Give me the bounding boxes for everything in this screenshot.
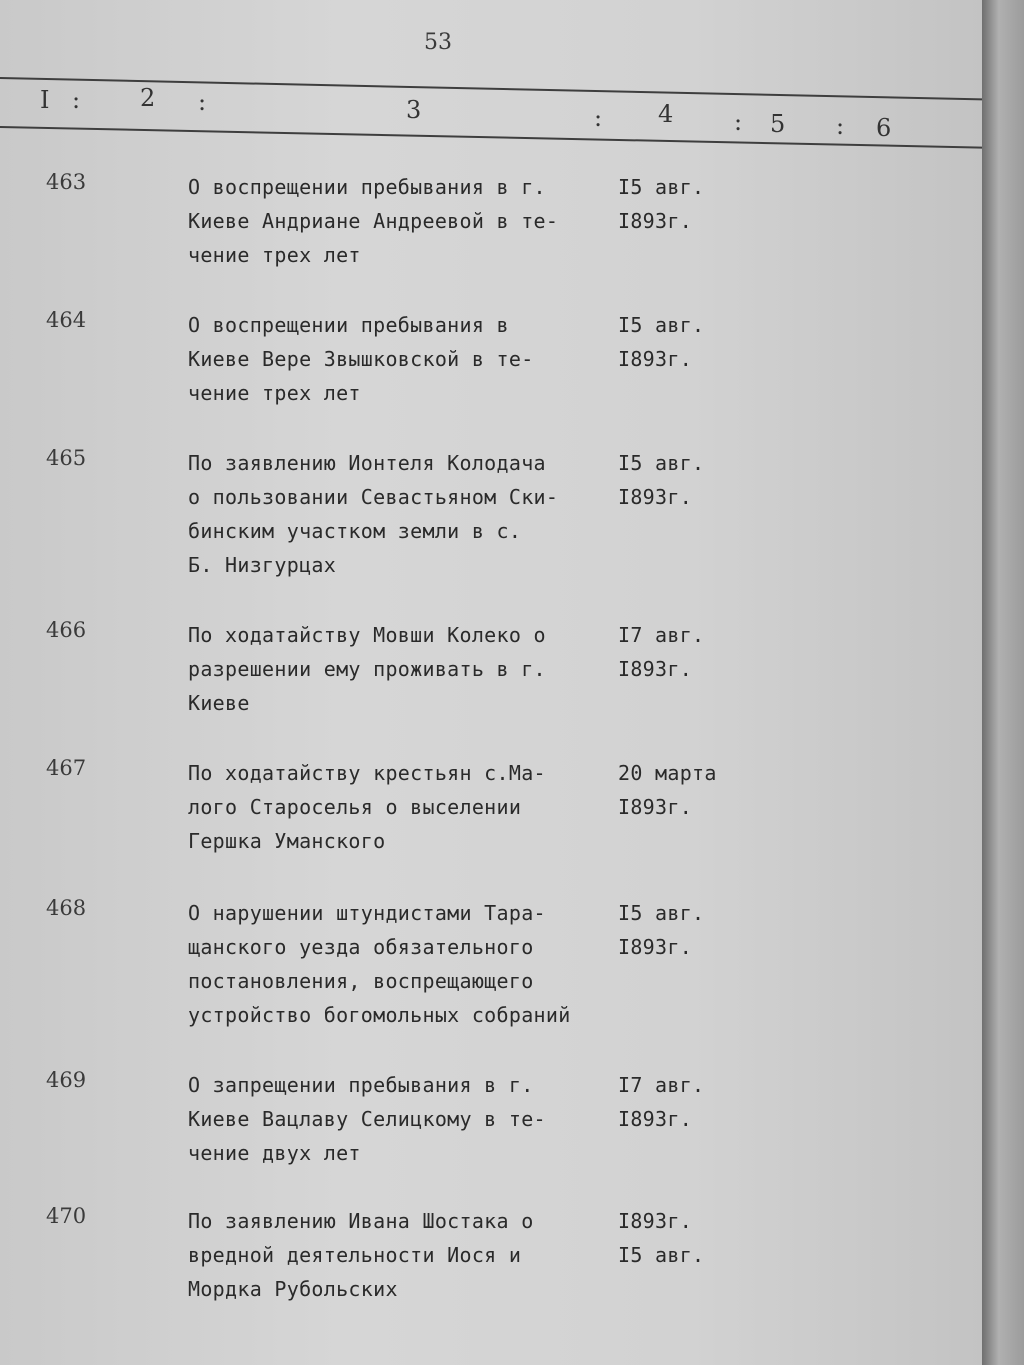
description-line: лого Староселья о выселении	[188, 795, 522, 819]
column-separator: :	[198, 88, 207, 116]
entry-date	[618, 756, 738, 824]
column-header-3: 3	[406, 96, 422, 124]
entry-number: 469	[46, 1068, 87, 1092]
column-separator: :	[734, 108, 743, 136]
description-line: о пользовании Севастьяном Ски-	[188, 485, 559, 509]
description-line: Киеве Вацлаву Селицкому в те-	[188, 1107, 546, 1131]
column-header-1: I	[40, 86, 50, 114]
description-line: По заявлению Ионтеля Колодача	[188, 451, 546, 475]
description-line: О нарушении штундистами Тара-	[188, 901, 546, 925]
description-line: бинским участком земли в с.	[188, 519, 522, 543]
date-line: I5 авг.	[618, 1243, 705, 1267]
description-line: Киеве Вере Звышковской в те-	[188, 347, 534, 371]
date-line: I7 авг.	[618, 1073, 705, 1097]
entry-number: 468	[46, 896, 87, 920]
date-line: I893г.	[618, 485, 693, 509]
description-line: По ходатайству Мовши Колеко о	[188, 623, 546, 647]
description-line: По заявлению Ивана Шостака о	[188, 1209, 534, 1233]
description-line: чение трех лет	[188, 381, 361, 405]
description-line: Киеве Андриане Андреевой в те-	[188, 209, 559, 233]
description-line: щанского уезда обязательного	[188, 935, 534, 959]
column-header-4: 4	[658, 100, 674, 128]
entry-number: 463	[46, 170, 87, 194]
entry-description	[188, 308, 618, 410]
column-separator: :	[836, 112, 845, 140]
date-line: I893г.	[618, 347, 693, 371]
entry-number: 464	[46, 308, 87, 332]
description-line: Гершка Уманского	[188, 829, 386, 853]
column-header-6: 6	[876, 114, 892, 142]
page-edge-shadow	[982, 0, 1024, 1365]
date-line: I893г.	[618, 795, 693, 819]
entry-number: 467	[46, 756, 87, 780]
entry-date	[618, 446, 738, 514]
header-rule-bottom	[0, 126, 982, 149]
date-line: I893г.	[618, 657, 693, 681]
entry-date	[618, 1204, 738, 1272]
entry-number: 466	[46, 618, 87, 642]
description-line: чение двух лет	[188, 1141, 361, 1165]
entry-description	[188, 1204, 618, 1306]
description-line: разрешении ему проживать в г.	[188, 657, 546, 681]
entry-date	[618, 308, 738, 376]
description-line: О воспрещении пребывания в	[188, 313, 509, 337]
column-separator: :	[594, 104, 603, 132]
entry-description	[188, 170, 618, 272]
date-line: I893г.	[618, 1209, 693, 1233]
entry-description	[188, 896, 618, 1032]
entry-date	[618, 896, 738, 964]
date-line: I5 авг.	[618, 901, 705, 925]
date-line: I893г.	[618, 1107, 693, 1131]
page-number: 53	[424, 30, 452, 55]
description-line: Киеве	[188, 691, 250, 715]
entry-description	[188, 618, 618, 720]
entry-description	[188, 756, 618, 858]
description-line: Мордка Рубольских	[188, 1277, 398, 1301]
date-line: I5 авг.	[618, 313, 705, 337]
description-line: вредной деятельности Иося и	[188, 1243, 522, 1267]
column-separator: :	[72, 86, 81, 114]
description-line: постановления, воспрещающего	[188, 969, 534, 993]
entry-number: 465	[46, 446, 87, 470]
date-line: I7 авг.	[618, 623, 705, 647]
description-line: О воспрещении пребывания в г.	[188, 175, 546, 199]
description-line: По ходатайству крестьян с.Ма-	[188, 761, 546, 785]
description-line: чение трех лет	[188, 243, 361, 267]
entry-date	[618, 170, 738, 238]
date-line: I5 авг.	[618, 175, 705, 199]
date-line: 20 марта	[618, 761, 717, 785]
entry-description	[188, 446, 618, 582]
description-line: Б. Низгурцах	[188, 553, 337, 577]
entry-date	[618, 618, 738, 686]
column-header-2: 2	[140, 84, 156, 112]
description-line: устройство богомольных собраний	[188, 1003, 571, 1027]
entry-date	[618, 1068, 738, 1136]
column-header-5: 5	[770, 110, 786, 138]
entry-description	[188, 1068, 618, 1170]
description-line: О запрещении пребывания в г.	[188, 1073, 534, 1097]
entry-number: 470	[46, 1204, 87, 1228]
date-line: I893г.	[618, 209, 693, 233]
date-line: I893г.	[618, 935, 693, 959]
date-line: I5 авг.	[618, 451, 705, 475]
